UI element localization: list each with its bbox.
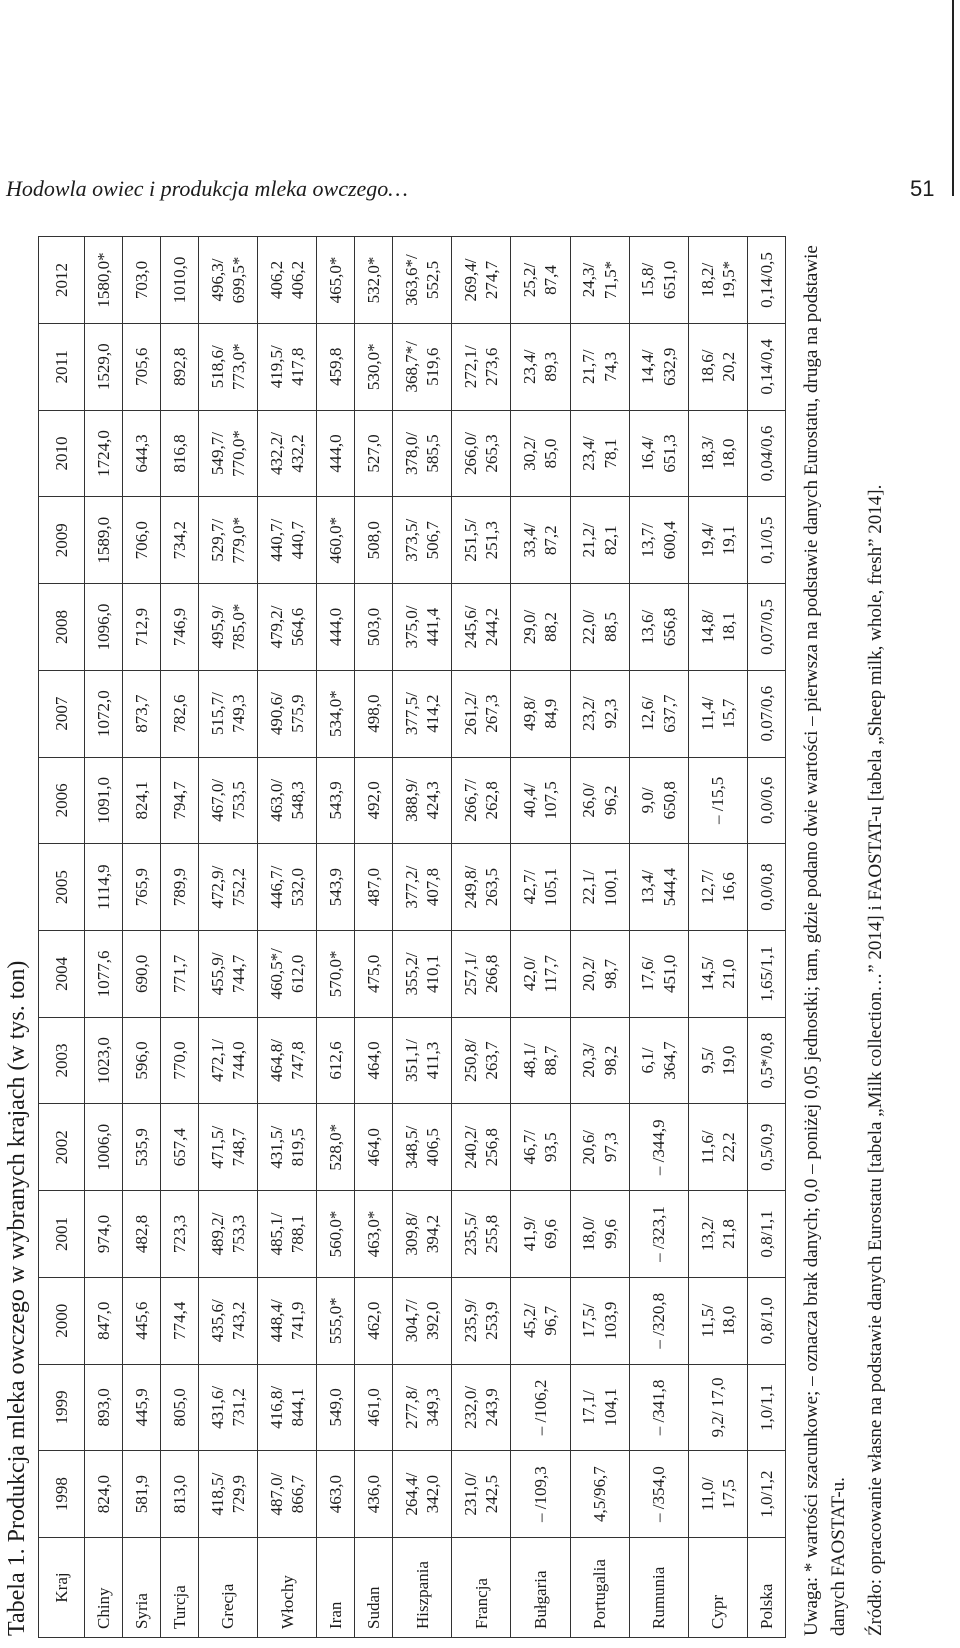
value-cell: 534,0* <box>317 670 355 757</box>
country-cell: Iran <box>317 1538 355 1638</box>
column-header: 2003 <box>39 1017 85 1104</box>
value-cell: 463,0* <box>355 1191 393 1278</box>
value-cell: 22,1/ 100,1 <box>570 844 629 931</box>
value-cell: 23,4/ 78,1 <box>570 410 629 497</box>
rotated-table-block <box>0 236 940 1638</box>
value-cell: 465,0* <box>317 237 355 324</box>
value-cell: 432,2/ 432,2 <box>258 410 317 497</box>
value-cell: 23,2/ 92,3 <box>570 670 629 757</box>
value-cell: 824,0 <box>85 1451 123 1538</box>
value-cell: 250,8/ 263,7 <box>452 1017 511 1104</box>
value-cell: 0,5*/0,8 <box>747 1017 785 1104</box>
table-note: Uwaga: * wartości szacunkowe; – oznacza brak danych; 0,0 – poniżej 0,05 jednostki; tam, gdzie podano dwie wartości – pierwsza na podstawie danych Eurostatu, druga na podstawie danych FAOSTAT-u. <box>801 245 849 1636</box>
value-cell: 1096,0 <box>85 584 123 671</box>
value-cell: 16,4/ 651,3 <box>629 410 688 497</box>
value-cell: 375,0/ 441,4 <box>393 584 452 671</box>
value-cell: 479,2/ 564,6 <box>258 584 317 671</box>
value-cell: 406,2 406,2 <box>258 237 317 324</box>
value-cell: 555,0* <box>317 1277 355 1364</box>
value-cell: 11,4/ 15,7 <box>688 670 747 757</box>
country-cell: Sudan <box>355 1538 393 1638</box>
column-header: 2001 <box>39 1191 85 1278</box>
value-cell: 12,7/ 16,6 <box>688 844 747 931</box>
value-cell: 706,0 <box>123 497 161 584</box>
table-row <box>85 237 123 1638</box>
value-cell: 49,8/ 84,9 <box>511 670 570 757</box>
column-header: 2005 <box>39 844 85 931</box>
value-cell: 13,7/ 600,4 <box>629 497 688 584</box>
value-cell: 515,7/ 749,3 <box>199 670 258 757</box>
value-cell: 266,7/ 262,8 <box>452 757 511 844</box>
country-cell: Bułgaria <box>511 1538 570 1638</box>
value-cell: 0,14/0,5 <box>747 237 785 324</box>
country-cell: Syria <box>123 1538 161 1638</box>
value-cell: 471,5/ 748,7 <box>199 1104 258 1191</box>
value-cell: 304,7/ 392,0 <box>393 1277 452 1364</box>
value-cell: 462,0 <box>355 1277 393 1364</box>
value-cell: 1529,0 <box>85 323 123 410</box>
table-row <box>688 237 747 1638</box>
value-cell: 543,9 <box>317 757 355 844</box>
value-cell: – /320,8 <box>629 1277 688 1364</box>
value-cell: – /323,1 <box>629 1191 688 1278</box>
value-cell: 231,0/ 242,5 <box>452 1451 511 1538</box>
country-cell: Portugalia <box>570 1538 629 1638</box>
value-cell: 14,5/ 21,0 <box>688 930 747 1017</box>
value-cell: 467,0/ 753,5 <box>199 757 258 844</box>
value-cell: 46,7/ 93,5 <box>511 1104 570 1191</box>
value-cell: 245,6/ 244,2 <box>452 584 511 671</box>
value-cell: 13,6/ 656,8 <box>629 584 688 671</box>
value-cell: 40,4/ 107,5 <box>511 757 570 844</box>
value-cell: 13,4/ 544,4 <box>629 844 688 931</box>
value-cell: 20,3/ 98,2 <box>570 1017 629 1104</box>
value-cell: 14,4/ 632,9 <box>629 323 688 410</box>
value-cell: 789,9 <box>161 844 199 931</box>
value-cell: 1077,6 <box>85 930 123 1017</box>
value-cell: 581,9 <box>123 1451 161 1538</box>
country-cell: Polska <box>747 1538 785 1638</box>
value-cell: – /344,9 <box>629 1104 688 1191</box>
value-cell: 419,5/ 417,8 <box>258 323 317 410</box>
table-row <box>747 237 785 1638</box>
country-cell: Francja <box>452 1538 511 1638</box>
value-cell: 0,07/0,6 <box>747 670 785 757</box>
value-cell: 892,8 <box>161 323 199 410</box>
value-cell: 444,0 <box>317 410 355 497</box>
value-cell: 492,0 <box>355 757 393 844</box>
value-cell: 487,0/ 866,7 <box>258 1451 317 1538</box>
table-row <box>161 237 199 1638</box>
value-cell: 11,0/ 17,5 <box>688 1451 747 1538</box>
table-row <box>355 237 393 1638</box>
value-cell: 1,0/1,1 <box>747 1364 785 1451</box>
table-title: Tabela 1. Produkcja mleka owczego w wybranych krajach (w tys. ton) <box>4 960 30 1636</box>
value-cell: 13,2/ 21,8 <box>688 1191 747 1278</box>
value-cell: 1,0/1,2 <box>747 1451 785 1538</box>
value-cell: 0,14/0,4 <box>747 323 785 410</box>
value-cell: 464,8/ 747,8 <box>258 1017 317 1104</box>
column-header: 2007 <box>39 670 85 757</box>
value-cell: 11,5/ 18,0 <box>688 1277 747 1364</box>
value-cell: 269,4/ 274,7 <box>452 237 511 324</box>
table-row <box>629 237 688 1638</box>
table-row <box>393 237 452 1638</box>
value-cell: 22,0/ 88,5 <box>570 584 629 671</box>
column-header: 2010 <box>39 410 85 497</box>
value-cell: 1580,0* <box>85 237 123 324</box>
value-cell: 15,8/ 651,0 <box>629 237 688 324</box>
value-cell: – /109,3 <box>511 1451 570 1538</box>
value-cell: 14,8/ 18,1 <box>688 584 747 671</box>
value-cell: 774,4 <box>161 1277 199 1364</box>
value-cell: 893,0 <box>85 1364 123 1451</box>
value-cell: 19,4/ 19,1 <box>688 497 747 584</box>
value-cell: 765,9 <box>123 844 161 931</box>
value-cell: 1091,0 <box>85 757 123 844</box>
table-header-row <box>39 237 85 1638</box>
value-cell: 508,0 <box>355 497 393 584</box>
value-cell: 348,5/ 406,5 <box>393 1104 452 1191</box>
value-cell: 42,0/ 117,7 <box>511 930 570 1017</box>
column-header: 2008 <box>39 584 85 671</box>
value-cell: 490,6/ 575,9 <box>258 670 317 757</box>
value-cell: 485,1/ 788,1 <box>258 1191 317 1278</box>
value-cell: 445,9 <box>123 1364 161 1451</box>
value-cell: 690,0 <box>123 930 161 1017</box>
country-cell: Turcja <box>161 1538 199 1638</box>
value-cell: 464,0 <box>355 1104 393 1191</box>
value-cell: 21,2/ 82,1 <box>570 497 629 584</box>
value-cell: 489,2/ 753,3 <box>199 1191 258 1278</box>
value-cell: 418,5/ 729,9 <box>199 1451 258 1538</box>
column-header: 2006 <box>39 757 85 844</box>
value-cell: 527,0 <box>355 410 393 497</box>
value-cell: 532,0* <box>355 237 393 324</box>
country-cell: Włochy <box>258 1538 317 1638</box>
value-cell: 266,0/ 265,3 <box>452 410 511 497</box>
value-cell: 25,2/ 87,4 <box>511 237 570 324</box>
value-cell: 847,0 <box>85 1277 123 1364</box>
value-cell: 816,8 <box>161 410 199 497</box>
value-cell: 570,0* <box>317 930 355 1017</box>
value-cell: 368,7*/ 519,6 <box>393 323 452 410</box>
value-cell: 355,2/ 410,1 <box>393 930 452 1017</box>
value-cell: 309,8/ 394,2 <box>393 1191 452 1278</box>
value-cell: 771,7 <box>161 930 199 1017</box>
value-cell: 0,8/1,0 <box>747 1277 785 1364</box>
value-cell: 0,0/0,8 <box>747 844 785 931</box>
value-cell: 528,0* <box>317 1104 355 1191</box>
value-cell: 272,1/ 273,6 <box>452 323 511 410</box>
value-cell: 482,8 <box>123 1191 161 1278</box>
value-cell: 6,1/ 364,7 <box>629 1017 688 1104</box>
value-cell: – /341,8 <box>629 1364 688 1451</box>
value-cell: 20,2/ 98,7 <box>570 930 629 1017</box>
country-cell: Hiszpania <box>393 1538 452 1638</box>
value-cell: 705,6 <box>123 323 161 410</box>
value-cell: 41,9/ 69,6 <box>511 1191 570 1278</box>
value-cell: 445,6 <box>123 1277 161 1364</box>
value-cell: 612,6 <box>317 1017 355 1104</box>
table-source: Źródło: opracowanie własne na podstawie danych Eurostatu [tabela „Milk collection…” 2014] i FAOSTAT-u [tabela „Sheep milk, whole, fresh” 2014]. <box>865 484 886 1636</box>
value-cell: 388,9/ 424,3 <box>393 757 452 844</box>
header-rule <box>952 0 954 196</box>
value-cell: 703,0 <box>123 237 161 324</box>
value-cell: 29,0/ 88,2 <box>511 584 570 671</box>
country-cell: Grecja <box>199 1538 258 1638</box>
value-cell: 712,9 <box>123 584 161 671</box>
table-row <box>570 237 629 1638</box>
value-cell: 543,9 <box>317 844 355 931</box>
page-number: 51 <box>910 176 935 201</box>
value-cell: 377,2/ 407,8 <box>393 844 452 931</box>
value-cell: 770,0 <box>161 1017 199 1104</box>
value-cell: 45,2/ 96,7 <box>511 1277 570 1364</box>
value-cell: 782,6 <box>161 670 199 757</box>
value-cell: 463,0 <box>317 1451 355 1538</box>
value-cell: 363,6*/ 552,5 <box>393 237 452 324</box>
table-row <box>199 237 258 1638</box>
value-cell: 974,0 <box>85 1191 123 1278</box>
country-cell: Rumunia <box>629 1538 688 1638</box>
value-cell: 257,1/ 266,8 <box>452 930 511 1017</box>
value-cell: 17,6/ 451,0 <box>629 930 688 1017</box>
value-cell: 18,0/ 99,6 <box>570 1191 629 1278</box>
value-cell: 530,0* <box>355 323 393 410</box>
value-cell: 277,8/ 349,3 <box>393 1364 452 1451</box>
value-cell: 4,5/96,7 <box>570 1451 629 1538</box>
value-cell: 373,5/ 506,7 <box>393 497 452 584</box>
value-cell: 240,2/ 256,8 <box>452 1104 511 1191</box>
value-cell: 472,1/ 744,0 <box>199 1017 258 1104</box>
value-cell: 460,5*/ 612,0 <box>258 930 317 1017</box>
value-cell: 416,8/ 844,1 <box>258 1364 317 1451</box>
value-cell: 824,1 <box>123 757 161 844</box>
value-cell: 1589,0 <box>85 497 123 584</box>
column-header: 2011 <box>39 323 85 410</box>
column-header: 2012 <box>39 237 85 324</box>
value-cell: 596,0 <box>123 1017 161 1104</box>
value-cell: 378,0/ 585,5 <box>393 410 452 497</box>
value-cell: 805,0 <box>161 1364 199 1451</box>
value-cell: 1724,0 <box>85 410 123 497</box>
value-cell: 448,4/ 741,9 <box>258 1277 317 1364</box>
value-cell: 235,5/ 255,8 <box>452 1191 511 1278</box>
value-cell: 30,2/ 85,0 <box>511 410 570 497</box>
value-cell: – /354,0 <box>629 1451 688 1538</box>
value-cell: 734,2 <box>161 497 199 584</box>
value-cell: 431,5/ 819,5 <box>258 1104 317 1191</box>
value-cell: 23,4/ 89,3 <box>511 323 570 410</box>
value-cell: 794,7 <box>161 757 199 844</box>
table-row <box>452 237 511 1638</box>
value-cell: 475,0 <box>355 930 393 1017</box>
running-title: Hodowla owiec i produkcja mleka owczego… <box>6 176 408 201</box>
table-row <box>511 237 570 1638</box>
value-cell: 48,1/ 88,7 <box>511 1017 570 1104</box>
value-cell: 249,8/ 263,5 <box>452 844 511 931</box>
table-row <box>123 237 161 1638</box>
value-cell: 463,0/ 548,3 <box>258 757 317 844</box>
value-cell: 232,0/ 243,9 <box>452 1364 511 1451</box>
value-cell: 460,0* <box>317 497 355 584</box>
value-cell: 503,0 <box>355 584 393 671</box>
value-cell: 1023,0 <box>85 1017 123 1104</box>
column-header: 2000 <box>39 1277 85 1364</box>
value-cell: 549,0 <box>317 1364 355 1451</box>
value-cell: 0,04/0,6 <box>747 410 785 497</box>
value-cell: 459,8 <box>317 323 355 410</box>
value-cell: 18,3/ 18,0 <box>688 410 747 497</box>
value-cell: 455,9/ 744,7 <box>199 930 258 1017</box>
value-cell: 560,0* <box>317 1191 355 1278</box>
value-cell: 723,3 <box>161 1191 199 1278</box>
country-cell: Chiny <box>85 1538 123 1638</box>
value-cell: 436,0 <box>355 1451 393 1538</box>
value-cell: 24,3/ 71,5* <box>570 237 629 324</box>
value-cell: 26,0/ 96,2 <box>570 757 629 844</box>
value-cell: 264,4/ 342,0 <box>393 1451 452 1538</box>
value-cell: 377,5/ 414,2 <box>393 670 452 757</box>
value-cell: 873,7 <box>123 670 161 757</box>
value-cell: 464,0 <box>355 1017 393 1104</box>
value-cell: 0,07/0,5 <box>747 584 785 671</box>
table-row <box>317 237 355 1638</box>
value-cell: 18,6/ 20,2 <box>688 323 747 410</box>
value-cell: 17,1/ 104,1 <box>570 1364 629 1451</box>
country-cell: Cypr <box>688 1538 747 1638</box>
table-body <box>85 237 786 1638</box>
value-cell: 529,7/ 779,0* <box>199 497 258 584</box>
column-header: 1998 <box>39 1451 85 1538</box>
value-cell: 1,65/1,1 <box>747 930 785 1017</box>
value-cell: 0,5/0,9 <box>747 1104 785 1191</box>
table-notes <box>798 240 889 1636</box>
value-cell: 21,7/ 74,3 <box>570 323 629 410</box>
value-cell: – /106,2 <box>511 1364 570 1451</box>
value-cell: 444,0 <box>317 584 355 671</box>
value-cell: 435,6/ 743,2 <box>199 1277 258 1364</box>
value-cell: 518,6/ 773,0* <box>199 323 258 410</box>
value-cell: 42,7/ 105,1 <box>511 844 570 931</box>
table-row <box>258 237 317 1638</box>
value-cell: 487,0 <box>355 844 393 931</box>
column-header: 2002 <box>39 1104 85 1191</box>
value-cell: 535,9 <box>123 1104 161 1191</box>
value-cell: 746,9 <box>161 584 199 671</box>
value-cell: 549,7/ 770,0* <box>199 410 258 497</box>
value-cell: 0,0/0,6 <box>747 757 785 844</box>
value-cell: 33,4/ 87,2 <box>511 497 570 584</box>
value-cell: 461,0 <box>355 1364 393 1451</box>
value-cell: 12,6/ 637,7 <box>629 670 688 757</box>
value-cell: 1006,0 <box>85 1104 123 1191</box>
milk-production-table <box>38 236 786 1638</box>
value-cell: 11,6/ 22,2 <box>688 1104 747 1191</box>
value-cell: 495,9/ 785,0* <box>199 584 258 671</box>
value-cell: 644,3 <box>123 410 161 497</box>
value-cell: 261,2/ 267,3 <box>452 670 511 757</box>
value-cell: 20,6/ 97,3 <box>570 1104 629 1191</box>
value-cell: 431,6/ 731,2 <box>199 1364 258 1451</box>
value-cell: 1010,0 <box>161 237 199 324</box>
value-cell: 1072,0 <box>85 670 123 757</box>
value-cell: 813,0 <box>161 1451 199 1538</box>
value-cell: 0,8/1,1 <box>747 1191 785 1278</box>
value-cell: 472,9/ 752,2 <box>199 844 258 931</box>
value-cell: – /15,5 <box>688 757 747 844</box>
value-cell: 498,0 <box>355 670 393 757</box>
value-cell: 351,1/ 411,3 <box>393 1017 452 1104</box>
value-cell: 9,2/ 17,0 <box>688 1364 747 1451</box>
value-cell: 657,4 <box>161 1104 199 1191</box>
value-cell: 251,5/ 251,3 <box>452 497 511 584</box>
column-header: 2004 <box>39 930 85 1017</box>
page-header <box>0 0 960 210</box>
value-cell: 0,1/0,5 <box>747 497 785 584</box>
value-cell: 1114,9 <box>85 844 123 931</box>
value-cell: 440,7/ 440,7 <box>258 497 317 584</box>
value-cell: 9,0/ 650,8 <box>629 757 688 844</box>
value-cell: 18,2/ 19,5* <box>688 237 747 324</box>
column-header: 1999 <box>39 1364 85 1451</box>
value-cell: 446,7/ 532,0 <box>258 844 317 931</box>
column-header: Kraj <box>39 1538 85 1638</box>
value-cell: 9,5/ 19,0 <box>688 1017 747 1104</box>
column-header: 2009 <box>39 497 85 584</box>
value-cell: 496,3/ 699,5* <box>199 237 258 324</box>
value-cell: 17,5/ 103,9 <box>570 1277 629 1364</box>
value-cell: 235,9/ 253,9 <box>452 1277 511 1364</box>
